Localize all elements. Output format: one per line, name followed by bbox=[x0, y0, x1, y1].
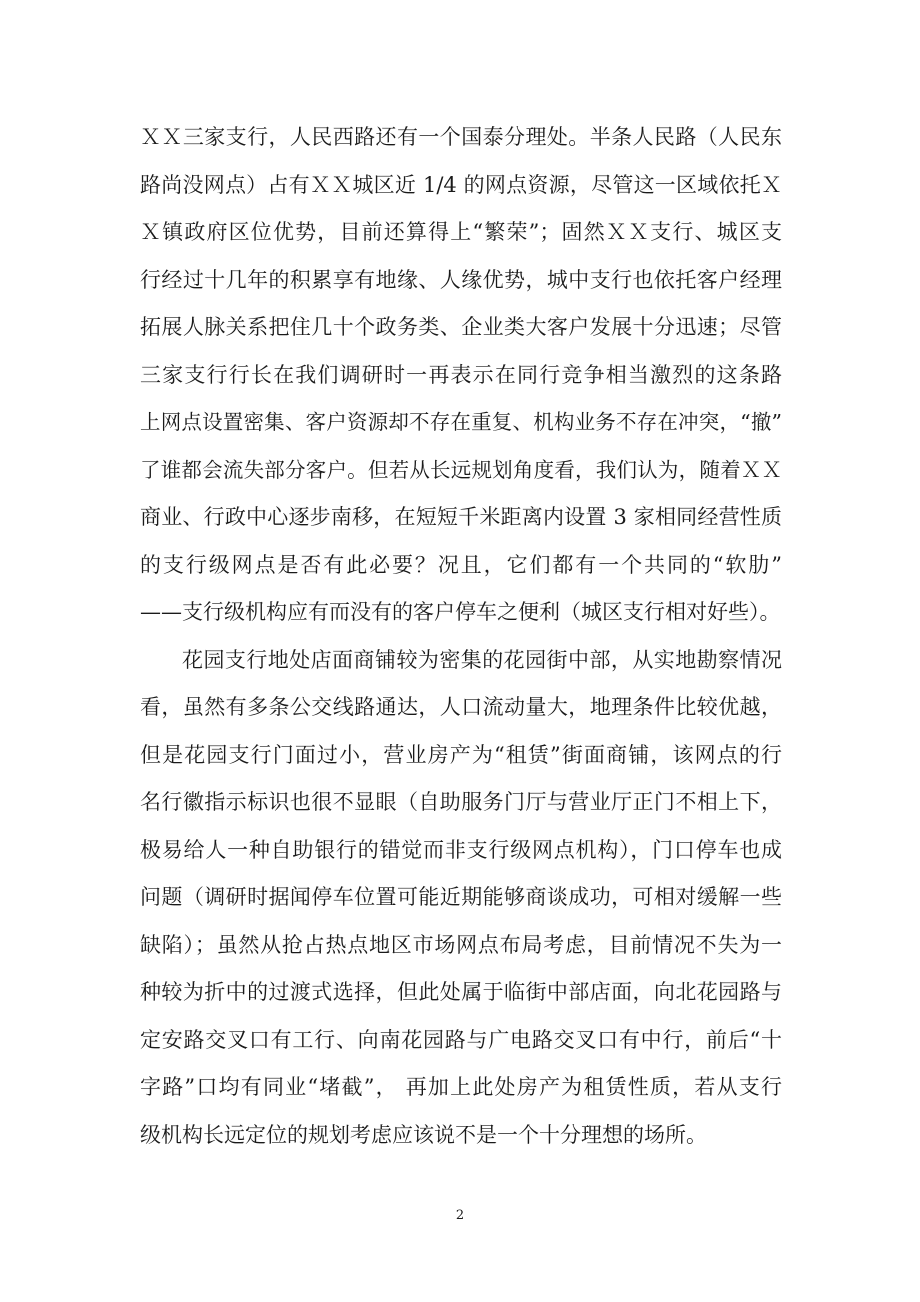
document-body bbox=[140, 114, 782, 1159]
text-line: 但是花园支行门面过小，营业房产为“租赁”街面商铺，该网点的行 bbox=[140, 742, 782, 767]
paragraph-1 bbox=[140, 114, 782, 637]
text-line: 看，虽然有多条公交线路通达，人口流动量大，地理条件比较优越， bbox=[140, 695, 782, 719]
text-line: ——支行级机构应有而没有的客户停车之便利（城区支行相对好些）。 bbox=[140, 600, 781, 624]
text-line: 路尚没网点）占有ＸＸ城区近 1/4 的网点资源，尽管这一区域依托Ｘ bbox=[140, 172, 782, 197]
text-line: 花园支行地处店面商铺较为密集的花园街中部，从实地勘察情况 bbox=[182, 647, 782, 672]
text-line: 问题（调研时据闻停车位置可能近期能够商谈成功，可相对缓解一些 bbox=[140, 885, 782, 909]
text-line: 行经过十几年的积累享有地缘、人缘优势，城中支行也依托客户经理 bbox=[140, 267, 782, 292]
text-line: 了谁都会流失部分客户。但若从长远规划角度看，我们认为，随着ＸＸ bbox=[140, 457, 782, 482]
text-line: 缺陷）；虽然从抢占热点地区市场网点布局考虑，目前情况不失为一 bbox=[140, 932, 782, 957]
text-line: 的支行级网点是否有此必要？况且，它们都有一个共同的“软肋” bbox=[140, 552, 782, 577]
text-line: 商业、行政中心逐步南移，在短短千米距离内设置 3 家相同经营性质 bbox=[140, 505, 782, 529]
text-line: 字路”口均有同业“堵截”， 再加上此处房产为租赁性质，若从支行 bbox=[140, 1075, 782, 1099]
text-line: ＸＸ三家支行，人民西路还有一个国泰分理处。半条人民路（人民东 bbox=[140, 125, 782, 149]
paragraph-2 bbox=[140, 637, 782, 1160]
text-line: 极易给人一种自助银行的错觉而非支行级网点机构），门口停车也成 bbox=[140, 837, 782, 862]
text-line: 名行徽指示标识也很不显眼（自助服务门厅与营业厅正门不相上下， bbox=[140, 790, 782, 814]
text-line: 拓展人脉关系把住几十个政务类、企业类大客户发展十分迅速；尽管 bbox=[140, 315, 782, 339]
text-line: 级机构长远定位的规划考虑应该说不是一个十分理想的场所。 bbox=[140, 1122, 707, 1147]
text-line: Ｘ镇政府区位优势，目前还算得上“繁荣”；固然ＸＸ支行、城区支 bbox=[140, 220, 782, 244]
text-line: 种较为折中的过渡式选择，但此处属于临街中部店面，向北花园路与 bbox=[140, 980, 782, 1004]
text-line: 三家支行行长在我们调研时一再表示在同行竞争相当激烈的这条路 bbox=[140, 362, 782, 387]
page-number: 2 bbox=[455, 1208, 465, 1223]
text-line: 定安路交叉口有工行、向南花园路与广电路交叉口有中行，前后“十 bbox=[140, 1027, 782, 1052]
text-line: 上网点设置密集、客户资源却不存在重复、机构业务不存在冲突，“撤” bbox=[140, 410, 782, 434]
